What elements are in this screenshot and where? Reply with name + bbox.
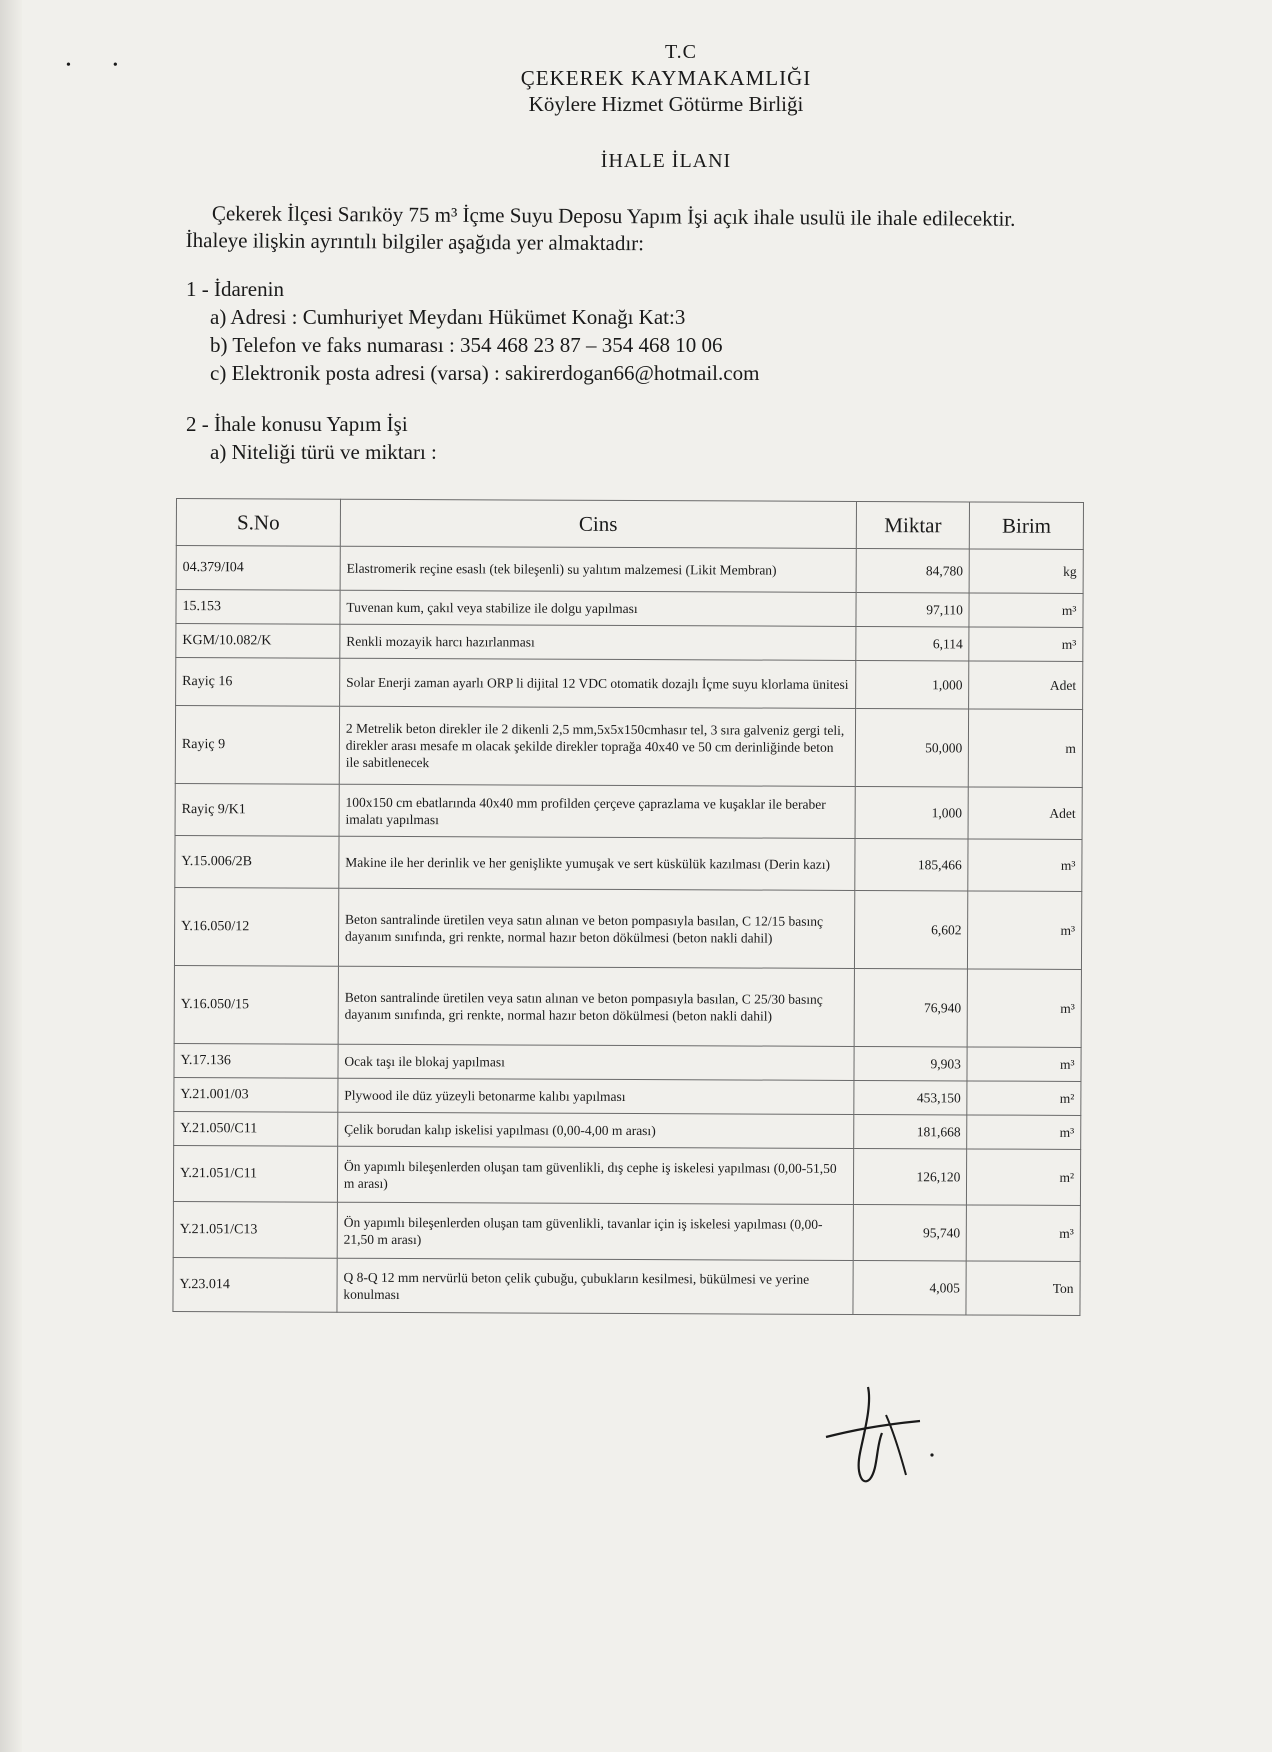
cell-birim: m³ — [967, 1115, 1081, 1149]
cell-miktar: 6,602 — [854, 890, 968, 968]
cell-birim: kg — [969, 549, 1083, 593]
cell-cins: 2 Metrelik beton direkler ile 2 dikenli 2,5 mm,5x5x150cmhasır tel, 3 sıra galveniz gergi teli, direkler arası mesafe m olacak şekilde direkler toprağa 40x40 ve 50 cm derinliğinde beton ile sabitlenecek — [339, 706, 855, 786]
table-row — [176, 546, 1083, 594]
cell-sno: 04.379/I04 — [176, 546, 340, 591]
section-administration — [186, 275, 759, 387]
section2-subheading: a) Niteliği türü ve miktarı : — [210, 440, 437, 464]
cell-birim: m³ — [967, 1047, 1081, 1081]
intro-text: Çekerek İlçesi Sarıköy 75 m³ İçme Suyu Deposu Yapım İşi açık ihale usulü ile ihale edilecektir. İhaleye ilişkin ayrıntılı bilgiler aşağıda yer almaktadır: — [185, 201, 1016, 256]
cell-birim: Adet — [969, 661, 1083, 709]
cell-sno: KGM/10.082/K — [176, 624, 340, 659]
cell-birim: Adet — [968, 787, 1082, 839]
cell-cins: Plywood ile düz yüzeyli betonarme kalıbı yapılması — [338, 1078, 854, 1114]
cell-sno: Y.16.050/12 — [174, 887, 338, 966]
cell-miktar: 185,466 — [855, 838, 969, 890]
table-row — [173, 1201, 1080, 1261]
cell-cins: Renkli mozayik harcı hazırlanması — [340, 624, 856, 660]
cell-birim: Ton — [966, 1261, 1080, 1315]
cell-birim: m³ — [968, 891, 1082, 969]
scan-edge — [0, 0, 22, 1752]
table-row — [174, 1111, 1081, 1149]
table-row — [175, 706, 1082, 788]
cell-birim: m³ — [969, 593, 1083, 627]
cell-sno: Y.23.014 — [173, 1257, 337, 1312]
cell-miktar: 1,000 — [855, 786, 969, 838]
cell-cins: Solar Enerji zaman ayarlı ORP li dijital 12 VDC otomatik dozajlı İçme suyu klorlama ünitesi — [339, 658, 855, 708]
cell-sno: Rayiç 9/K1 — [175, 783, 339, 836]
section1-address: a) Adresi : Cumhuriyet Meydanı Hükümet Konağı Kat:3 — [210, 305, 686, 329]
table-row — [174, 1043, 1081, 1081]
cell-birim: m³ — [967, 1205, 1081, 1261]
cell-cins: Ön yapımlı bileşenlerden oluşan tam güvenlikli, tavanlar için iş iskelesi yapılması (0,00-21,50 m arası) — [337, 1202, 853, 1260]
cell-birim: m² — [967, 1149, 1081, 1205]
cell-cins: Elastromerik reçine esaslı (tek bileşenli) su yalıtım malzemesi (Likit Membran) — [340, 546, 856, 592]
cell-miktar: 76,940 — [854, 968, 968, 1046]
cell-miktar: 4,005 — [853, 1260, 967, 1314]
cell-cins: Beton santralinde üretilen veya satın alınan ve beton pompasıyla basılan, C 25/30 basınç dayanım sınıfında, gri renkte, normal hazır beton dökülmesi (beton nakli dahil) — [338, 966, 854, 1046]
cell-birim: m³ — [969, 627, 1083, 661]
cell-miktar: 126,120 — [853, 1148, 967, 1204]
cell-sno: Y.15.006/2B — [175, 835, 339, 888]
section-tender-subject — [186, 410, 437, 466]
cell-sno: Y.16.050/15 — [174, 965, 338, 1044]
table-row — [176, 624, 1083, 662]
cell-cins: Ocak taşı ile blokaj yapılması — [338, 1044, 854, 1080]
table-row — [175, 835, 1082, 891]
header-line-1: T.C — [664, 41, 698, 63]
section2-heading: 2 - İhale konusu Yapım İşi — [186, 412, 408, 436]
table-row — [173, 1145, 1080, 1205]
scan-marks: • • — [66, 58, 118, 73]
cell-birim: m — [969, 709, 1083, 787]
items-table — [172, 498, 1084, 1316]
cell-sno: 15.153 — [176, 590, 340, 625]
cell-birim: m³ — [967, 969, 1081, 1047]
table-row — [175, 783, 1082, 839]
document-title: İHALE İLANI — [600, 150, 732, 172]
signature — [820, 1375, 960, 1495]
cell-cins: Çelik borudan kalıp iskelisi yapılması (0,00-4,00 m arası) — [338, 1112, 854, 1148]
section1-heading: 1 - İdarenin — [186, 277, 284, 301]
cell-sno: Y.21.051/C13 — [173, 1201, 337, 1258]
cell-sno: Rayiç 9 — [175, 706, 339, 785]
cell-cins: Ön yapımlı bileşenlerden oluşan tam güvenlikli, dış cephe iş iskelesi yapılması (0,00-51,50 m arası) — [337, 1146, 853, 1204]
cell-miktar: 97,110 — [856, 592, 970, 626]
cell-cins: Beton santralinde üretilen veya satın alınan ve beton pompasıyla basılan, C 12/15 basınç dayanım sınıfında, gri renkte, normal hazır beton dökülmesi (beton nakli dahil) — [338, 888, 854, 968]
cell-cins: Tuvenan kum, çakıl veya stabilize ile dolgu yapılması — [340, 590, 856, 626]
cell-cins: Q 8-Q 12 mm nervürlü beton çelik çubuğu, çubukların kesilmesi, bükülmesi ve yerine konulması — [337, 1258, 853, 1314]
cell-cins: Makine ile her derinlik ve her genişlikte yumuşak ve sert küskülük kazılması (Derin kazı) — [339, 836, 855, 890]
header-sno: S.No — [176, 499, 340, 547]
cell-miktar: 181,668 — [853, 1114, 967, 1148]
cell-sno: Y.21.051/C11 — [173, 1145, 337, 1202]
cell-miktar: 6,114 — [856, 626, 970, 660]
document-header — [0, 40, 1272, 118]
cell-sno: Y.17.136 — [174, 1043, 338, 1078]
table-row — [174, 887, 1081, 969]
intro-paragraph — [186, 200, 1026, 260]
cell-sno: Rayiç 16 — [176, 658, 340, 707]
cell-cins: 100x150 cm ebatlarında 40x40 mm profilden çerçeve çaprazlama ve kuşaklar ile beraber imalatı yapılması — [339, 784, 855, 838]
cell-miktar: 9,903 — [854, 1046, 968, 1080]
table-row — [173, 1257, 1080, 1315]
table-row — [176, 590, 1083, 628]
cell-miktar: 50,000 — [855, 708, 969, 786]
header-birim: Birim — [970, 502, 1084, 549]
table-row — [174, 965, 1081, 1047]
cell-miktar: 453,150 — [854, 1080, 968, 1114]
section1-email: c) Elektronik posta adresi (varsa) : sakirerdogan66@hotmail.com — [210, 361, 760, 385]
cell-sno: Y.21.001/03 — [174, 1077, 338, 1112]
cell-miktar: 1,000 — [855, 660, 969, 708]
table-row — [176, 658, 1083, 710]
cell-birim: m³ — [968, 839, 1082, 891]
header-cins: Cins — [340, 499, 856, 548]
table-row — [174, 1077, 1081, 1115]
header-miktar: Miktar — [856, 501, 970, 548]
cell-sno: Y.21.050/C11 — [174, 1111, 338, 1146]
cell-birim: m² — [967, 1081, 1081, 1115]
cell-miktar: 95,740 — [853, 1204, 967, 1260]
header-line-3: Köylere Hizmet Götürme Birliği — [528, 92, 804, 117]
cell-miktar: 84,780 — [856, 548, 970, 592]
section1-phone: b) Telefon ve faks numarası : 354 468 23 87 – 354 468 10 06 — [210, 333, 723, 357]
table-header-row — [176, 499, 1083, 550]
header-line-2: ÇEKEREK KAYMAKAMLIĞI — [520, 66, 812, 90]
